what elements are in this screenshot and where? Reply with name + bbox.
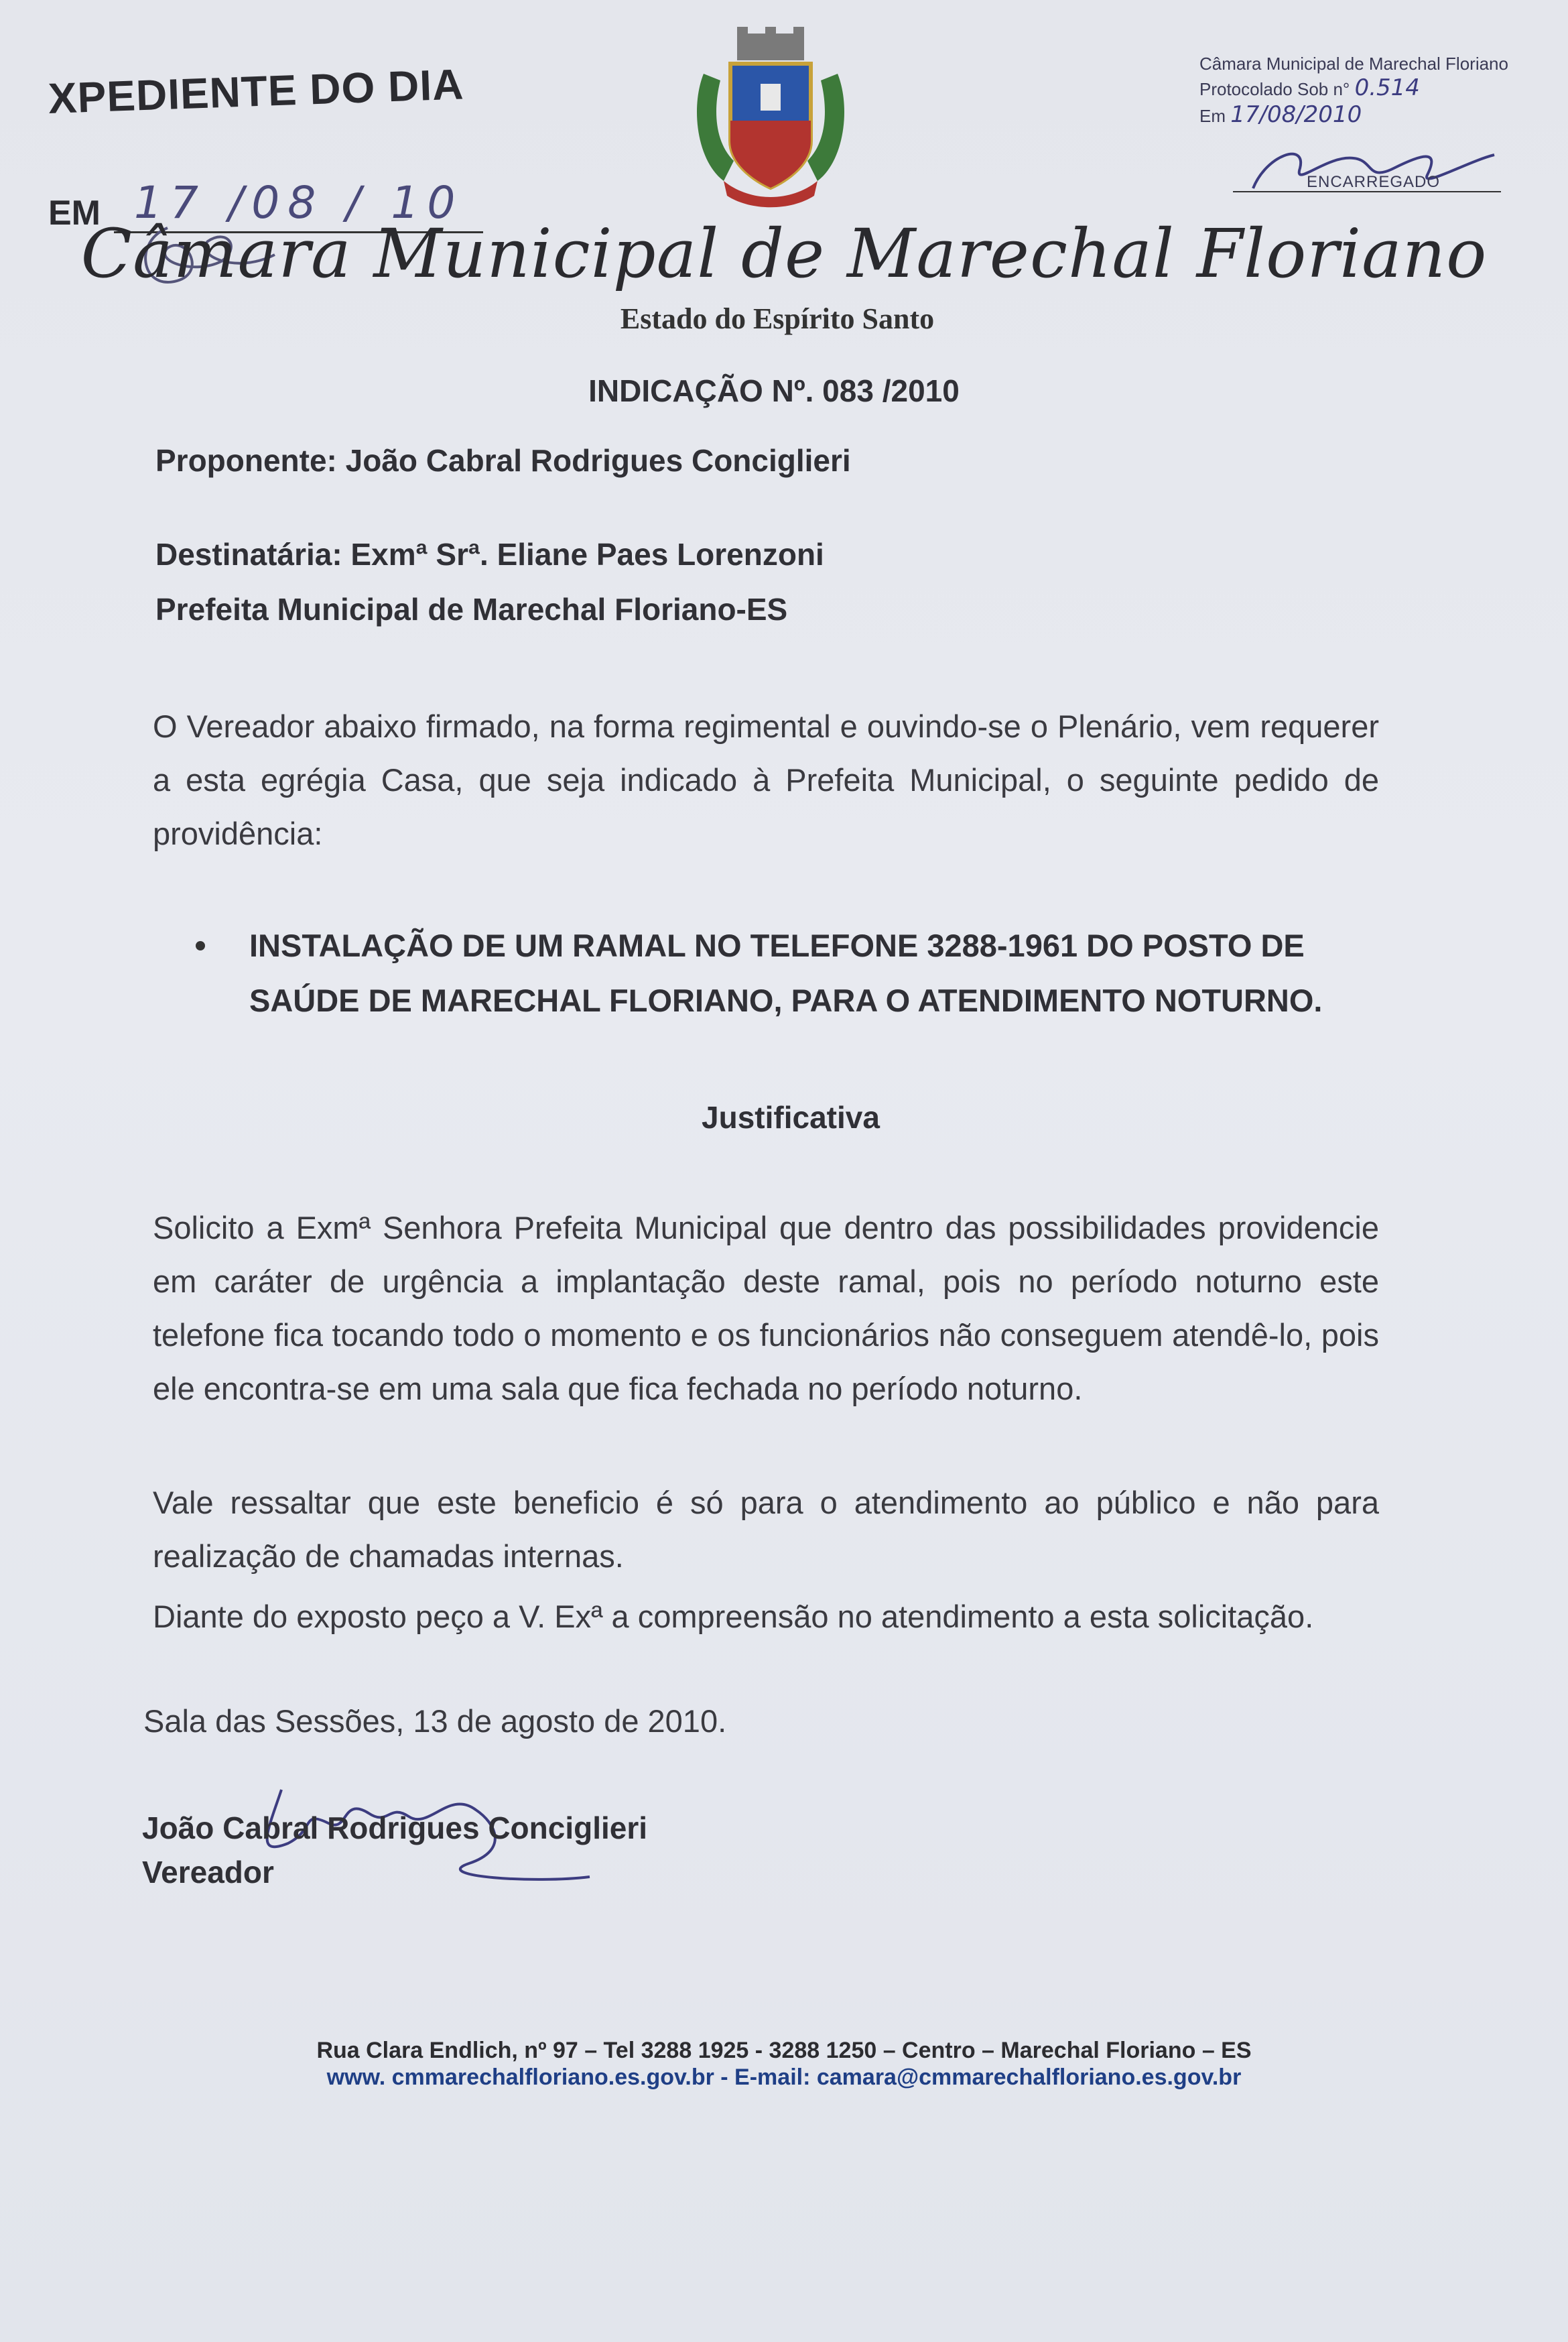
encarregado-label: ENCARREGADO bbox=[1307, 173, 1441, 191]
state-subtitle: Estado do Espírito Santo bbox=[620, 302, 935, 335]
justificativa-paragraph-1: Solicito a Exmª Senhora Prefeita Municipal que dentro das possibilidades providencie em caráter de urgência a implantação deste ramal, pois no período noturno este telefone fica tocando todo o momento e os funcionários não conseguem atendê-lo, pois ele encontra-se em uma sala que fica fechada no período noturno. bbox=[153, 1210, 1379, 1406]
indicacao-number: INDICAÇÃO Nº. 083 /2010 bbox=[588, 373, 960, 408]
destinataria-role: Prefeita Municipal de Marechal Floriano-ES bbox=[155, 592, 788, 627]
request-list-item bbox=[201, 918, 1400, 1028]
proponente-line: Proponente: João Cabral Rodrigues Conciglieri bbox=[155, 443, 851, 478]
bullet-dot-icon bbox=[196, 941, 205, 950]
intro-paragraph: O Vereador abaixo firmado, na forma regimental e ouvindo-se o Plenário, vem requerer a esta egrégia Casa, que seja indicado à Prefeita Municipal, o seguinte pedido de providência: bbox=[153, 708, 1379, 851]
municipal-coat-of-arms-icon bbox=[683, 27, 858, 214]
justificativa-paragraph-3: Diante do exposto peço a V. Exª a compreensão no atendimento a esta solicitação. bbox=[153, 1599, 1314, 1634]
protocol-number-label: Protocolado Sob n° bbox=[1199, 79, 1350, 99]
protocol-institution: Câmara Municipal de Marechal Floriano bbox=[1199, 54, 1508, 74]
signer-role: Vereador bbox=[142, 1855, 274, 1890]
institution-title: Câmara Municipal de Marechal Floriano bbox=[80, 214, 1488, 293]
session-date-line: Sala das Sessões, 13 de agosto de 2010. bbox=[143, 1703, 727, 1739]
protocol-date-label: Em bbox=[1199, 106, 1226, 126]
destinataria-line: Destinatária: Exmª Srª. Eliane Paes Lorenzoni bbox=[155, 537, 824, 572]
request-text: INSTALAÇÃO DE UM RAMAL NO TELEFONE 3288-1961 DO POSTO DE SAÚDE DE MARECHAL FLORIANO, PARA O ATENDIMENTO NOTURNO. bbox=[249, 928, 1323, 1018]
signer-name: João Cabral Rodrigues Conciglieri bbox=[142, 1810, 648, 1845]
protocol-stamp bbox=[1199, 54, 1561, 202]
protocol-date-row bbox=[1199, 101, 1561, 128]
expediente-date: 17 /08 / 10 bbox=[114, 177, 483, 233]
expediente-title: XPEDIENTE DO DIA bbox=[47, 60, 465, 123]
footer-web-email[interactable]: www. cmmarechalfloriano.es.gov.br - E-mail: camara@cmmarechalfloriano.es.gov.br bbox=[326, 2064, 1242, 2090]
justificativa-paragraph-2: Vale ressaltar que este beneficio é só para o atendimento ao público e não para realização de chamadas internas. bbox=[153, 1485, 1379, 1574]
footer-address: Rua Clara Endlich, nº 97 – Tel 3288 1925 - 3288 1250 – Centro – Marechal Floriano – ES bbox=[316, 2038, 1252, 2063]
protocol-date: 17/08/2010 bbox=[1230, 101, 1362, 128]
justificativa-heading: Justificativa bbox=[702, 1100, 880, 1135]
expediente-em-label: EM bbox=[48, 194, 101, 233]
protocol-number-row bbox=[1199, 74, 1561, 101]
protocol-number: 0.514 bbox=[1354, 74, 1420, 101]
